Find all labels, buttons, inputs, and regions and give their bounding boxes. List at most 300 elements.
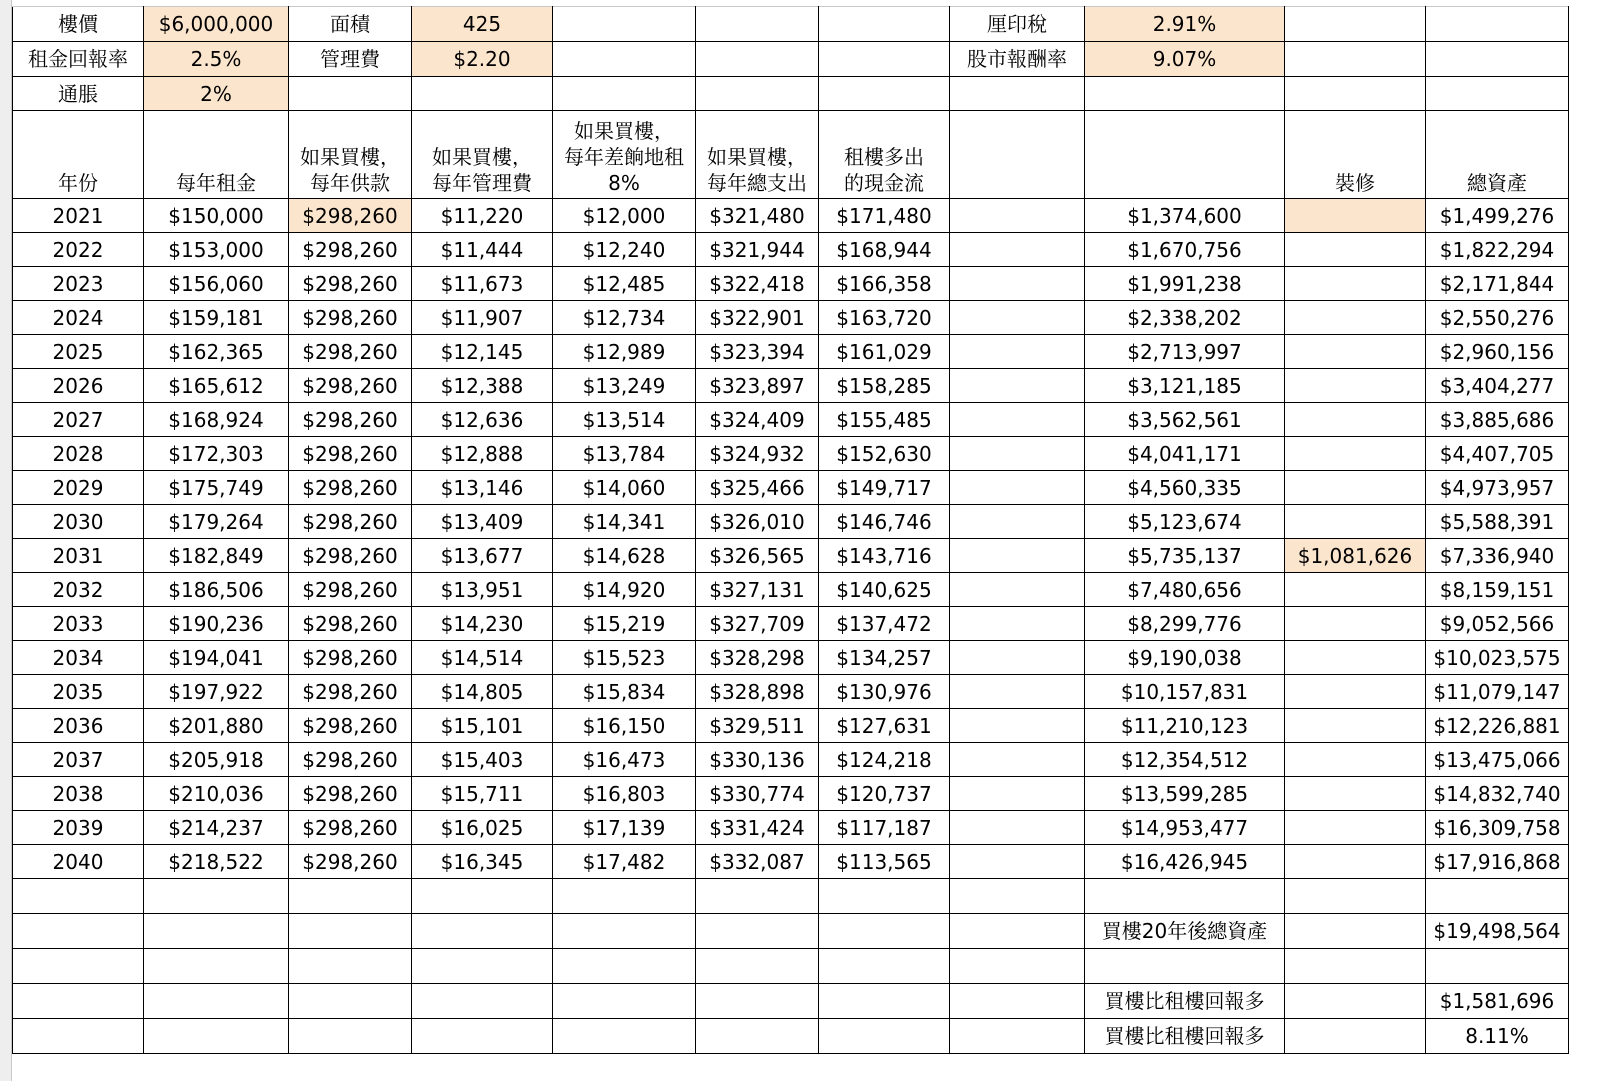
extra-cash-flow-cell[interactable]: $161,029 <box>819 335 950 369</box>
annual-management-fee-cell[interactable]: $15,711 <box>412 777 553 811</box>
renovation-cell[interactable] <box>1285 505 1426 539</box>
annual-total-spending-cell[interactable]: $327,131 <box>696 573 819 607</box>
empty-cell[interactable] <box>696 1019 819 1054</box>
empty-cell[interactable] <box>950 437 1085 471</box>
empty-cell[interactable] <box>1085 949 1285 984</box>
empty-cell[interactable] <box>950 403 1085 437</box>
empty-cell[interactable] <box>950 879 1085 914</box>
rent-yield-label[interactable]: 租金回報率 <box>13 42 144 77</box>
empty-cell[interactable] <box>553 949 696 984</box>
renovation-cell[interactable] <box>1285 369 1426 403</box>
total-assets-cell[interactable]: $10,023,575 <box>1426 641 1569 675</box>
empty-cell[interactable] <box>950 1019 1085 1054</box>
annual-mortgage-cell[interactable]: $298,260 <box>289 267 412 301</box>
annual-total-spending-cell[interactable]: $321,944 <box>696 233 819 267</box>
extra-cash-flow-cell[interactable]: $168,944 <box>819 233 950 267</box>
annual-rates-rent-cell[interactable]: $14,628 <box>553 539 696 573</box>
invested-value-cell[interactable]: $4,560,335 <box>1085 471 1285 505</box>
extra-cash-flow-cell[interactable]: $143,716 <box>819 539 950 573</box>
invested-value-cell[interactable]: $3,562,561 <box>1085 403 1285 437</box>
total-assets-cell[interactable]: $16,309,758 <box>1426 811 1569 845</box>
extra-cash-flow-cell[interactable]: $130,976 <box>819 675 950 709</box>
renovation-cell[interactable] <box>1285 675 1426 709</box>
inflation-label[interactable]: 通脹 <box>13 77 144 111</box>
empty-cell[interactable] <box>696 42 819 77</box>
annual-mortgage-cell[interactable]: $298,260 <box>289 777 412 811</box>
renovation-cell[interactable] <box>1285 709 1426 743</box>
header-extra-cash-flow[interactable]: 租樓多出 的現金流 <box>819 111 950 199</box>
annual-management-fee-cell[interactable]: $12,888 <box>412 437 553 471</box>
annual-rent-cell[interactable]: $150,000 <box>144 199 289 233</box>
empty-cell[interactable] <box>289 1019 412 1054</box>
annual-management-fee-cell[interactable]: $13,146 <box>412 471 553 505</box>
empty-cell[interactable] <box>13 984 144 1019</box>
annual-total-spending-cell[interactable]: $328,298 <box>696 641 819 675</box>
total-assets-cell[interactable]: $2,171,844 <box>1426 267 1569 301</box>
extra-cash-flow-cell[interactable]: $149,717 <box>819 471 950 505</box>
header-annual-total-spending[interactable]: 如果買樓， 每年總支出 <box>696 111 819 199</box>
year-cell[interactable]: 2034 <box>13 641 144 675</box>
empty-cell[interactable] <box>950 845 1085 879</box>
annual-total-spending-cell[interactable]: $331,424 <box>696 811 819 845</box>
total-assets-cell[interactable]: $11,079,147 <box>1426 675 1569 709</box>
extra-cash-flow-cell[interactable]: $166,358 <box>819 267 950 301</box>
total-assets-cell[interactable]: $14,832,740 <box>1426 777 1569 811</box>
empty-cell[interactable] <box>950 369 1085 403</box>
extra-cash-flow-cell[interactable]: $137,472 <box>819 607 950 641</box>
summary-assets-value[interactable]: $19,498,564 <box>1426 914 1569 949</box>
renovation-cell[interactable] <box>1285 301 1426 335</box>
annual-mortgage-cell[interactable]: $298,260 <box>289 369 412 403</box>
empty-cell[interactable] <box>950 233 1085 267</box>
empty-cell[interactable] <box>696 879 819 914</box>
empty-cell[interactable] <box>1426 42 1569 77</box>
renovation-cell[interactable] <box>1285 845 1426 879</box>
rent-yield-input[interactable]: 2.5% <box>144 42 289 77</box>
invested-value-cell[interactable]: $1,670,756 <box>1085 233 1285 267</box>
renovation-cell[interactable]: $1,081,626 <box>1285 539 1426 573</box>
empty-cell[interactable] <box>289 77 412 111</box>
empty-cell[interactable] <box>696 7 819 42</box>
empty-cell[interactable] <box>819 879 950 914</box>
annual-management-fee-cell[interactable]: $16,345 <box>412 845 553 879</box>
annual-rent-cell[interactable]: $165,612 <box>144 369 289 403</box>
annual-rent-cell[interactable]: $205,918 <box>144 743 289 777</box>
year-cell[interactable]: 2030 <box>13 505 144 539</box>
empty-cell[interactable] <box>1426 77 1569 111</box>
extra-cash-flow-cell[interactable]: $152,630 <box>819 437 950 471</box>
empty-cell[interactable] <box>950 641 1085 675</box>
invested-value-cell[interactable]: $16,426,945 <box>1085 845 1285 879</box>
annual-mortgage-cell[interactable]: $298,260 <box>289 607 412 641</box>
extra-cash-flow-cell[interactable]: $140,625 <box>819 573 950 607</box>
stamp-duty-input[interactable]: 2.91% <box>1085 7 1285 42</box>
total-assets-cell[interactable]: $4,973,957 <box>1426 471 1569 505</box>
empty-cell[interactable] <box>819 914 950 949</box>
empty-cell[interactable] <box>950 539 1085 573</box>
annual-mortgage-cell[interactable]: $298,260 <box>289 743 412 777</box>
annual-rent-cell[interactable]: $218,522 <box>144 845 289 879</box>
invested-value-cell[interactable]: $1,991,238 <box>1085 267 1285 301</box>
total-assets-cell[interactable]: $8,159,151 <box>1426 573 1569 607</box>
empty-cell[interactable] <box>1426 949 1569 984</box>
header-renovation[interactable]: 裝修 <box>1285 111 1426 199</box>
annual-mortgage-cell[interactable]: $298,260 <box>289 199 412 233</box>
extra-cash-flow-cell[interactable]: $171,480 <box>819 199 950 233</box>
annual-mortgage-cell[interactable]: $298,260 <box>289 641 412 675</box>
empty-cell[interactable] <box>144 949 289 984</box>
annual-rent-cell[interactable]: $168,924 <box>144 403 289 437</box>
empty-cell[interactable] <box>553 77 696 111</box>
area-input[interactable]: 425 <box>412 7 553 42</box>
empty-cell[interactable] <box>1426 879 1569 914</box>
invested-value-cell[interactable]: $8,299,776 <box>1085 607 1285 641</box>
price-label[interactable]: 樓價 <box>13 7 144 42</box>
year-cell[interactable]: 2036 <box>13 709 144 743</box>
annual-mortgage-cell[interactable]: $298,260 <box>289 335 412 369</box>
empty-cell[interactable] <box>819 77 950 111</box>
invested-value-cell[interactable]: $4,041,171 <box>1085 437 1285 471</box>
empty-cell[interactable] <box>13 914 144 949</box>
annual-rates-rent-cell[interactable]: $17,482 <box>553 845 696 879</box>
annual-mortgage-cell[interactable]: $298,260 <box>289 505 412 539</box>
empty-cell[interactable] <box>950 743 1085 777</box>
empty-cell[interactable] <box>1285 77 1426 111</box>
renovation-cell[interactable] <box>1285 403 1426 437</box>
year-cell[interactable]: 2028 <box>13 437 144 471</box>
annual-management-fee-cell[interactable]: $16,025 <box>412 811 553 845</box>
empty-cell[interactable] <box>1285 949 1426 984</box>
empty-cell[interactable] <box>950 573 1085 607</box>
year-cell[interactable]: 2035 <box>13 675 144 709</box>
summary-diff-value[interactable]: $1,581,696 <box>1426 984 1569 1019</box>
empty-cell[interactable] <box>696 984 819 1019</box>
annual-management-fee-cell[interactable]: $14,230 <box>412 607 553 641</box>
invested-value-cell[interactable]: $5,735,137 <box>1085 539 1285 573</box>
annual-total-spending-cell[interactable]: $326,010 <box>696 505 819 539</box>
total-assets-cell[interactable]: $7,336,940 <box>1426 539 1569 573</box>
empty-cell[interactable] <box>13 949 144 984</box>
renovation-cell[interactable] <box>1285 777 1426 811</box>
annual-mortgage-cell[interactable]: $298,260 <box>289 675 412 709</box>
annual-management-fee-cell[interactable]: $15,403 <box>412 743 553 777</box>
annual-rates-rent-cell[interactable]: $12,485 <box>553 267 696 301</box>
annual-rent-cell[interactable]: $159,181 <box>144 301 289 335</box>
annual-rates-rent-cell[interactable]: $13,784 <box>553 437 696 471</box>
annual-rent-cell[interactable]: $175,749 <box>144 471 289 505</box>
empty-cell[interactable] <box>13 1019 144 1054</box>
summary-diff-label[interactable]: 買樓比租樓回報多 <box>1085 984 1285 1019</box>
annual-rent-cell[interactable]: $214,237 <box>144 811 289 845</box>
empty-cell[interactable] <box>553 7 696 42</box>
empty-cell[interactable] <box>553 914 696 949</box>
year-cell[interactable]: 2026 <box>13 369 144 403</box>
renovation-cell[interactable] <box>1285 607 1426 641</box>
renovation-cell[interactable] <box>1285 233 1426 267</box>
annual-rates-rent-cell[interactable]: $12,734 <box>553 301 696 335</box>
empty-cell[interactable] <box>950 199 1085 233</box>
summary-pct-label[interactable]: 買樓比租樓回報多 <box>1085 1019 1285 1054</box>
management-fee-label[interactable]: 管理費 <box>289 42 412 77</box>
empty-cell[interactable] <box>289 949 412 984</box>
empty-cell[interactable] <box>289 879 412 914</box>
year-cell[interactable]: 2027 <box>13 403 144 437</box>
annual-rent-cell[interactable]: $162,365 <box>144 335 289 369</box>
empty-cell[interactable] <box>950 471 1085 505</box>
annual-management-fee-cell[interactable]: $12,636 <box>412 403 553 437</box>
annual-rent-cell[interactable]: $190,236 <box>144 607 289 641</box>
total-assets-cell[interactable]: $2,550,276 <box>1426 301 1569 335</box>
annual-rates-rent-cell[interactable]: $14,341 <box>553 505 696 539</box>
empty-cell[interactable] <box>950 811 1085 845</box>
empty-cell[interactable] <box>950 675 1085 709</box>
year-cell[interactable]: 2039 <box>13 811 144 845</box>
extra-cash-flow-cell[interactable]: $155,485 <box>819 403 950 437</box>
management-fee-input[interactable]: $2.20 <box>412 42 553 77</box>
total-assets-cell[interactable]: $3,885,686 <box>1426 403 1569 437</box>
price-input[interactable]: $6,000,000 <box>144 7 289 42</box>
summary-assets-label[interactable]: 買樓20年後總資產 <box>1085 914 1285 949</box>
renovation-cell[interactable] <box>1285 335 1426 369</box>
total-assets-cell[interactable]: $3,404,277 <box>1426 369 1569 403</box>
empty-cell[interactable] <box>144 984 289 1019</box>
annual-management-fee-cell[interactable]: $12,145 <box>412 335 553 369</box>
invested-value-cell[interactable]: $7,480,656 <box>1085 573 1285 607</box>
year-cell[interactable]: 2021 <box>13 199 144 233</box>
annual-rates-rent-cell[interactable]: $13,514 <box>553 403 696 437</box>
annual-rent-cell[interactable]: $194,041 <box>144 641 289 675</box>
annual-mortgage-cell[interactable]: $298,260 <box>289 811 412 845</box>
empty-cell[interactable] <box>950 607 1085 641</box>
annual-mortgage-cell[interactable]: $298,260 <box>289 845 412 879</box>
extra-cash-flow-cell[interactable]: $163,720 <box>819 301 950 335</box>
total-assets-cell[interactable]: $17,916,868 <box>1426 845 1569 879</box>
area-label[interactable]: 面積 <box>289 7 412 42</box>
empty-cell[interactable] <box>1285 42 1426 77</box>
total-assets-cell[interactable]: $13,475,066 <box>1426 743 1569 777</box>
empty-cell[interactable] <box>13 879 144 914</box>
empty-cell[interactable] <box>553 984 696 1019</box>
stock-return-label[interactable]: 股市報酬率 <box>950 42 1085 77</box>
annual-management-fee-cell[interactable]: $11,673 <box>412 267 553 301</box>
empty-cell[interactable] <box>1426 7 1569 42</box>
extra-cash-flow-cell[interactable]: $134,257 <box>819 641 950 675</box>
empty-cell[interactable] <box>412 1019 553 1054</box>
invested-value-cell[interactable]: $1,374,600 <box>1085 199 1285 233</box>
annual-mortgage-cell[interactable]: $298,260 <box>289 573 412 607</box>
empty-cell[interactable] <box>819 984 950 1019</box>
annual-management-fee-cell[interactable]: $13,409 <box>412 505 553 539</box>
extra-cash-flow-cell[interactable]: $127,631 <box>819 709 950 743</box>
total-assets-cell[interactable]: $4,407,705 <box>1426 437 1569 471</box>
annual-rent-cell[interactable]: $179,264 <box>144 505 289 539</box>
empty-cell[interactable] <box>412 949 553 984</box>
total-assets-cell[interactable]: $12,226,881 <box>1426 709 1569 743</box>
empty-cell[interactable] <box>412 879 553 914</box>
header-annual-mortgage[interactable]: 如果買樓， 每年供款 <box>289 111 412 199</box>
empty-cell[interactable] <box>950 709 1085 743</box>
empty-cell[interactable] <box>696 77 819 111</box>
renovation-cell[interactable] <box>1285 641 1426 675</box>
empty-cell[interactable] <box>553 1019 696 1054</box>
annual-rates-rent-cell[interactable]: $16,803 <box>553 777 696 811</box>
annual-management-fee-cell[interactable]: $14,514 <box>412 641 553 675</box>
empty-cell[interactable] <box>819 1019 950 1054</box>
header-annual-rent[interactable]: 每年租金 <box>144 111 289 199</box>
header-total-assets[interactable]: 總資產 <box>1426 111 1569 199</box>
year-cell[interactable]: 2023 <box>13 267 144 301</box>
empty-cell[interactable] <box>144 1019 289 1054</box>
annual-rates-rent-cell[interactable]: $12,240 <box>553 233 696 267</box>
annual-rates-rent-cell[interactable]: $15,523 <box>553 641 696 675</box>
annual-total-spending-cell[interactable]: $330,774 <box>696 777 819 811</box>
empty-cell[interactable] <box>950 777 1085 811</box>
invested-value-cell[interactable]: $2,338,202 <box>1085 301 1285 335</box>
annual-rent-cell[interactable]: $210,036 <box>144 777 289 811</box>
annual-rent-cell[interactable]: $156,060 <box>144 267 289 301</box>
annual-total-spending-cell[interactable]: $324,932 <box>696 437 819 471</box>
annual-total-spending-cell[interactable]: $330,136 <box>696 743 819 777</box>
annual-rent-cell[interactable]: $182,849 <box>144 539 289 573</box>
renovation-cell[interactable] <box>1285 573 1426 607</box>
year-cell[interactable]: 2037 <box>13 743 144 777</box>
total-assets-cell[interactable]: $5,588,391 <box>1426 505 1569 539</box>
annual-total-spending-cell[interactable]: $332,087 <box>696 845 819 879</box>
annual-total-spending-cell[interactable]: $321,480 <box>696 199 819 233</box>
empty-cell[interactable] <box>950 111 1085 199</box>
empty-cell[interactable] <box>1085 77 1285 111</box>
annual-rates-rent-cell[interactable]: $16,473 <box>553 743 696 777</box>
year-cell[interactable]: 2022 <box>13 233 144 267</box>
annual-mortgage-cell[interactable]: $298,260 <box>289 709 412 743</box>
empty-cell[interactable] <box>950 949 1085 984</box>
header-year[interactable]: 年份 <box>13 111 144 199</box>
annual-mortgage-cell[interactable]: $298,260 <box>289 471 412 505</box>
empty-cell[interactable] <box>1285 879 1426 914</box>
empty-cell[interactable] <box>289 914 412 949</box>
extra-cash-flow-cell[interactable]: $158,285 <box>819 369 950 403</box>
annual-mortgage-cell[interactable]: $298,260 <box>289 437 412 471</box>
annual-mortgage-cell[interactable]: $298,260 <box>289 233 412 267</box>
empty-cell[interactable] <box>144 914 289 949</box>
extra-cash-flow-cell[interactable]: $117,187 <box>819 811 950 845</box>
annual-management-fee-cell[interactable]: $14,805 <box>412 675 553 709</box>
invested-value-cell[interactable]: $13,599,285 <box>1085 777 1285 811</box>
year-cell[interactable]: 2040 <box>13 845 144 879</box>
annual-rent-cell[interactable]: $197,922 <box>144 675 289 709</box>
renovation-cell[interactable] <box>1285 199 1426 233</box>
annual-mortgage-cell[interactable]: $298,260 <box>289 301 412 335</box>
annual-management-fee-cell[interactable]: $15,101 <box>412 709 553 743</box>
extra-cash-flow-cell[interactable]: $124,218 <box>819 743 950 777</box>
invested-value-cell[interactable]: $12,354,512 <box>1085 743 1285 777</box>
empty-cell[interactable] <box>1285 7 1426 42</box>
empty-cell[interactable] <box>1085 879 1285 914</box>
annual-management-fee-cell[interactable]: $13,677 <box>412 539 553 573</box>
invested-value-cell[interactable]: $11,210,123 <box>1085 709 1285 743</box>
annual-rates-rent-cell[interactable]: $13,249 <box>553 369 696 403</box>
annual-mortgage-cell[interactable]: $298,260 <box>289 539 412 573</box>
total-assets-cell[interactable]: $1,499,276 <box>1426 199 1569 233</box>
annual-rent-cell[interactable]: $186,506 <box>144 573 289 607</box>
inflation-input[interactable]: 2% <box>144 77 289 111</box>
annual-total-spending-cell[interactable]: $325,466 <box>696 471 819 505</box>
annual-total-spending-cell[interactable]: $328,898 <box>696 675 819 709</box>
renovation-cell[interactable] <box>1285 743 1426 777</box>
year-cell[interactable]: 2025 <box>13 335 144 369</box>
annual-total-spending-cell[interactable]: $324,409 <box>696 403 819 437</box>
annual-rates-rent-cell[interactable]: $15,219 <box>553 607 696 641</box>
annual-rent-cell[interactable]: $172,303 <box>144 437 289 471</box>
empty-cell[interactable] <box>696 914 819 949</box>
header-annual-management-fee[interactable]: 如果買樓， 每年管理費 <box>412 111 553 199</box>
empty-cell[interactable] <box>412 984 553 1019</box>
renovation-cell[interactable] <box>1285 437 1426 471</box>
renovation-cell[interactable] <box>1285 267 1426 301</box>
empty-cell[interactable] <box>1285 984 1426 1019</box>
renovation-cell[interactable] <box>1285 811 1426 845</box>
invested-value-cell[interactable]: $14,953,477 <box>1085 811 1285 845</box>
empty-cell[interactable] <box>553 42 696 77</box>
empty-cell[interactable] <box>1285 914 1426 949</box>
empty-cell[interactable] <box>289 984 412 1019</box>
annual-management-fee-cell[interactable]: $11,220 <box>412 199 553 233</box>
empty-cell[interactable] <box>950 984 1085 1019</box>
annual-total-spending-cell[interactable]: $323,897 <box>696 369 819 403</box>
annual-total-spending-cell[interactable]: $326,565 <box>696 539 819 573</box>
annual-management-fee-cell[interactable]: $11,907 <box>412 301 553 335</box>
annual-rates-rent-cell[interactable]: $14,920 <box>553 573 696 607</box>
annual-rates-rent-cell[interactable]: $17,139 <box>553 811 696 845</box>
extra-cash-flow-cell[interactable]: $120,737 <box>819 777 950 811</box>
invested-value-cell[interactable]: $9,190,038 <box>1085 641 1285 675</box>
invested-value-cell[interactable]: $5,123,674 <box>1085 505 1285 539</box>
annual-rates-rent-cell[interactable]: $15,834 <box>553 675 696 709</box>
annual-rent-cell[interactable]: $153,000 <box>144 233 289 267</box>
annual-management-fee-cell[interactable]: $13,951 <box>412 573 553 607</box>
annual-rates-rent-cell[interactable]: $12,989 <box>553 335 696 369</box>
empty-cell[interactable] <box>950 505 1085 539</box>
total-assets-cell[interactable]: $2,960,156 <box>1426 335 1569 369</box>
year-cell[interactable]: 2038 <box>13 777 144 811</box>
annual-total-spending-cell[interactable]: $322,901 <box>696 301 819 335</box>
empty-cell[interactable] <box>696 949 819 984</box>
annual-rates-rent-cell[interactable]: $12,000 <box>553 199 696 233</box>
year-cell[interactable]: 2031 <box>13 539 144 573</box>
total-assets-cell[interactable]: $1,822,294 <box>1426 233 1569 267</box>
year-cell[interactable]: 2024 <box>13 301 144 335</box>
annual-total-spending-cell[interactable]: $327,709 <box>696 607 819 641</box>
header-annual-rates-rent[interactable]: 如果買樓， 每年差餉地租 8% <box>553 111 696 199</box>
empty-cell[interactable] <box>1085 111 1285 199</box>
empty-cell[interactable] <box>819 42 950 77</box>
annual-total-spending-cell[interactable]: $329,511 <box>696 709 819 743</box>
empty-cell[interactable] <box>1285 1019 1426 1054</box>
empty-cell[interactable] <box>819 949 950 984</box>
summary-pct-value[interactable]: 8.11% <box>1426 1019 1569 1054</box>
annual-total-spending-cell[interactable]: $323,394 <box>696 335 819 369</box>
empty-cell[interactable] <box>412 77 553 111</box>
extra-cash-flow-cell[interactable]: $146,746 <box>819 505 950 539</box>
empty-cell[interactable] <box>950 301 1085 335</box>
extra-cash-flow-cell[interactable]: $113,565 <box>819 845 950 879</box>
empty-cell[interactable] <box>819 7 950 42</box>
empty-cell[interactable] <box>950 77 1085 111</box>
stock-return-input[interactable]: 9.07% <box>1085 42 1285 77</box>
annual-management-fee-cell[interactable]: $12,388 <box>412 369 553 403</box>
annual-rates-rent-cell[interactable]: $16,150 <box>553 709 696 743</box>
annual-total-spending-cell[interactable]: $322,418 <box>696 267 819 301</box>
